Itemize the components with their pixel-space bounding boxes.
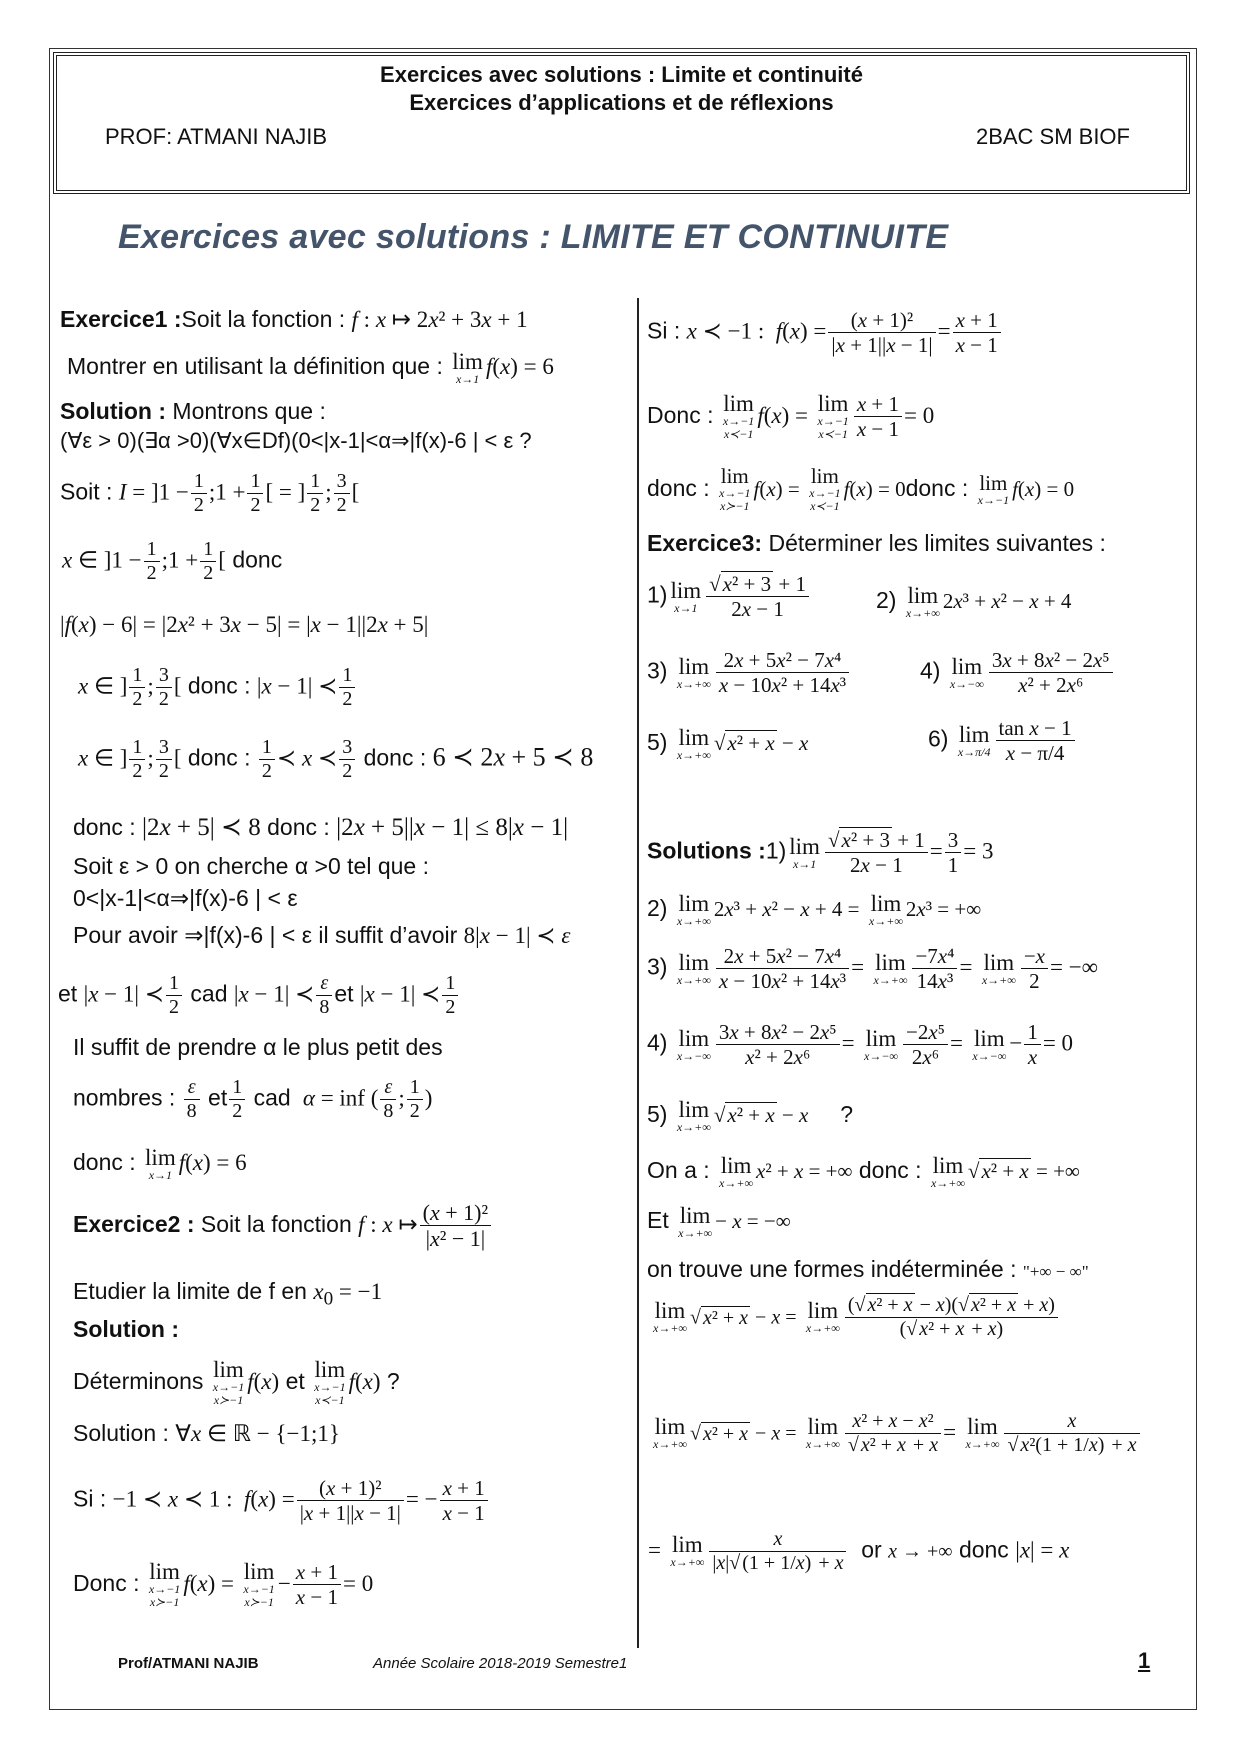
solution-text: Solution :	[73, 1420, 169, 1446]
exercise1-conclusion: donc : lim x→1 f(x) = 6	[73, 1145, 247, 1182]
header-title: Exercices avec solutions : Limite et continuité	[380, 62, 863, 87]
solution3-1: Solutions :1) lim x→1 $\frac{\text{√x² + 3 + 1}}{2x - 1}$ = $\frac{3}{1}$ = 3	[647, 828, 994, 878]
x-in-half-interval: x ∈ ] $\frac{1}{2}$ ; $\frac{3}{2}$ [ donc : |x − 1| ≺ $\frac{1}{2}$	[78, 664, 357, 711]
et-label: et	[285, 1367, 305, 1394]
solution1-heading	[60, 398, 326, 425]
donc-label: donc :	[73, 1149, 136, 1176]
donc-label: Donc :	[647, 401, 714, 428]
pour-avoir-text: Pour avoir ⇒|f(x)-6 | < ε il suffit d’avoir	[73, 922, 458, 948]
item-number: 6)	[928, 725, 949, 752]
column-divider	[637, 298, 639, 1648]
solutions-label: Solutions :	[647, 837, 766, 864]
solution2-heading: Solution :	[73, 1316, 180, 1342]
exercise1-text: Soit la fonction :	[181, 306, 346, 332]
et-label: Et	[647, 1207, 669, 1234]
il-suffit: Il suffit de prendre α le plus petit des	[73, 1034, 443, 1060]
exercise1-show: Montrer en utilisant la définition que :	[67, 353, 443, 380]
item-number: 5)	[647, 1101, 668, 1128]
footer-year: Année Scolaire 2018-2019 Semestre1	[373, 1655, 628, 1672]
conjugate-step-1: lim x→+∞ √ x² + x − x = lim x→+∞ $\frac{\text{(√ x² + x − x)(√ x² + x + x)}}{\text{(√ x² + x + x)}}$	[650, 1294, 1060, 1341]
exercise1-label: Exercice1 :	[60, 306, 182, 332]
donc-label: donc :	[267, 814, 330, 840]
ex3-item-3: 3) lim x→+∞ $\frac{\text{2x + 5x² − 7x⁴}}{\text{x − 10x² + 14x³}}$	[647, 648, 851, 697]
footer-author: Prof/ATMANI NAJIB	[118, 1655, 259, 1672]
et-label: et	[334, 980, 354, 1007]
ex3-item-6: 6) lim x→π/4 $\frac{\text{tan x − 1}}{x - \pi/4}$	[928, 716, 1077, 765]
exercise3-heading	[647, 530, 1106, 557]
x-in-interval: x ∈ ]1 − $\frac{1}{2}$ ;1 + $\frac{1}{2}$ [ donc	[62, 538, 283, 584]
alpha-choice: nombres : $\frac{\varepsilon}{8}$ et $\frac{1}{2}$ cad α = inf ( $\frac{\varepsilon}{8}$ ; $\frac{1}{2}$ )	[73, 1076, 433, 1122]
solution3-5: 5) lim x→+∞ √x² + x − x ?	[647, 1097, 854, 1134]
donc-label: donc :	[363, 744, 427, 771]
limit-right-result: Donc : lim x→−1 x≻−1 f(x) = lim x→−1 x≻−1 − $\frac{x + 1}{x - 1}$ = 0	[73, 1559, 374, 1610]
conjugate-step-2: lim x→+∞ √ x² + x − x = lim x→+∞ $\frac{\text{x² + x − x²}}{\text{√ x² + x + x}}$ = lim x→+∞ $\frac{x}{\text{√ x²(1 + 1/x) + x}}$	[650, 1410, 1142, 1457]
nombres-label: nombres :	[73, 1084, 176, 1111]
donc-label: donc :	[858, 1157, 922, 1184]
item-number: 4)	[647, 1029, 668, 1056]
bound-line: donc : |2x + 5| ≺ 8 donc : |2x + 5||x − 1| ≤ 8|x − 1|	[73, 814, 569, 841]
ex3-item-4: 4) lim x→−∞ $\frac{\text{3x + 8x² − 2x⁵}}{\text{x² + 2x⁶}}$	[920, 648, 1115, 697]
page-number: 1	[1138, 1648, 1151, 1673]
exercise2-label: Exercice2 :	[73, 1210, 195, 1237]
determinons-line: Déterminons lim x→−1 x≻−1 f(x) et lim x→−1 x≺−1 f(x) ?	[73, 1357, 400, 1408]
ex3-item-2: 2) lim x→+∞ 2x³ + x² − x + 4	[876, 583, 1072, 620]
or-label: or	[861, 1536, 882, 1563]
exercise2-text: Soit la fonction	[194, 1210, 352, 1237]
implication: 0<|x-1|<α⇒|f(x)-6 | < ε	[73, 885, 298, 911]
bounds-2x5: x ∈ ] $\frac{1}{2}$ ; $\frac{3}{2}$ [ donc : $\frac{1}{2}$ ≺ x ≺ $\frac{3}{2}$ donc : 6 ≺ 2x + 5 ≺ 8	[78, 736, 594, 782]
item-number: 3)	[647, 953, 668, 980]
case-interior: Si : −1 ≺ x ≺ 1 : f(x) = $\frac{\text{(x + 1)²}}{|x + 1||x - 1|}$ = − $\frac{x + 1}{x - 1}$	[73, 1476, 490, 1525]
exercise1-task: Montrer en utilisant la définition que : lim x→1 f(x) = 6	[67, 349, 554, 386]
et-line: Et lim x→+∞ − x = −∞	[647, 1203, 791, 1240]
case-left: Si : x ≺ −1 : f(x) = $\frac{\text{(x + 1)²}}{|x + 1||x - 1|}$ = $\frac{x + 1}{x - 1}$	[647, 308, 1003, 357]
document-title: Exercices avec solutions : LIMITE ET CONTINUITE	[118, 218, 949, 256]
limit-expr: lim x→1	[452, 349, 483, 386]
donc-label: donc :	[647, 474, 710, 501]
determinons-text: Déterminons	[73, 1367, 204, 1394]
si-label: Si :	[647, 317, 681, 344]
on-a-label: On a :	[647, 1157, 710, 1184]
epsilon-conditions: et |x − 1| ≺ $\frac{1}{2}$ cad |x − 1| ≺ $\frac{\varepsilon}{8}$ et |x − 1| ≺ $\frac{1}{2}$	[58, 972, 460, 1019]
indeterminate-form: "+∞ − ∞"	[1022, 1262, 1089, 1281]
si-label: Si :	[73, 1485, 107, 1512]
ex3-item-1: 1) lim x→1 $\frac{\text{√x² + 3 + 1}}{2x - 1}$	[647, 572, 811, 621]
solution1-label: Solution :	[60, 398, 167, 424]
item-number: 2)	[647, 895, 668, 922]
donc-label: donc :	[73, 814, 136, 840]
solution3-2: 2) lim x→+∞ 2x³ + x² − x + 4 = lim x→+∞ 2x³ = +∞	[647, 891, 982, 928]
exercise3-label: Exercice3:	[647, 530, 763, 556]
indeterminate-text: on trouve une formes indéterminée :	[647, 1256, 1017, 1282]
header-prof: PROF: ATMANI NAJIB	[105, 124, 328, 149]
exercise1-heading	[60, 306, 528, 333]
header-level: 2BAC SM BIOF	[975, 124, 1130, 149]
item-number: 4)	[920, 657, 941, 684]
exercise2-heading: Exercice2 : Soit la fonction f : x ↦ $\frac{\text{(x + 1)²}}{\text{|x² − 1|}}$	[73, 1200, 493, 1252]
et-label: et	[58, 980, 78, 1007]
item-number: 1)	[765, 837, 787, 864]
donc-label: donc	[958, 1536, 1009, 1563]
donc-label: donc :	[905, 474, 969, 501]
donc-label: donc :	[187, 744, 251, 771]
header-box	[53, 52, 1190, 194]
item-number: 5)	[647, 729, 668, 756]
exercise3-text: Déterminer les limites suivantes :	[762, 530, 1106, 556]
etudier-text: Etudier la limite de f en	[73, 1278, 307, 1304]
solution1-quantifier: (∀ε > 0)(∃α >0)(∀x∈Df)(0<|x-1|<α⇒|f(x)-6 | < ε ?	[60, 428, 532, 453]
item-number: 3)	[647, 657, 668, 684]
on-a-line: On a : lim x→+∞ x² + x = +∞ donc : lim x→+∞ √x² + x = +∞	[647, 1153, 1080, 1190]
soit-label: Soit :	[60, 478, 113, 505]
solution3-4: 4) lim x→−∞ $\frac{\text{3x + 8x² − 2x⁵}}{\text{x² + 2x⁶}}$ = lim x→−∞ $\frac{\text{−2x⁵}}{\text{2x⁶}}$ = lim x→−∞ − $\frac{1}{x}$ = 0	[647, 1020, 1074, 1070]
limit-left-result: Donc : lim x→−1 x≺−1 f(x) = lim x→−1 x≺−1 $\frac{x + 1}{x - 1}$ = 0	[647, 391, 935, 442]
header-subtitle: Exercices d’applications et de réflexions	[409, 90, 834, 115]
soit-epsilon: Soit ε > 0 on cherche α >0 tel que :	[73, 853, 429, 879]
item-number: 2)	[876, 587, 897, 614]
solution1-text: Montrons que :	[166, 398, 326, 424]
et-label: et	[208, 1084, 228, 1111]
item-number: 1)	[647, 581, 668, 608]
solution3-3: 3) lim x→+∞ $\frac{\text{2x + 5x² − 7x⁴}}{\text{x − 10x² + 14x³}}$ = lim x→+∞ $\frac{\text{−7x⁴}}{\text{14x³}}$ = lim x→+∞ $\frac{-x}{2}$ = −∞	[647, 944, 1099, 994]
donc-label: Donc :	[73, 1569, 140, 1596]
interval-I: Soit : I = ]1 − $\frac{1}{2}$ ;1 + $\frac{1}{2}$ [ = ] $\frac{1}{2}$ ; $\frac{3}{2}$ [	[60, 470, 360, 516]
abs-expression: |f(x) − 6| = |2x² + 3x − 5| = |x − 1||2x + 5|	[60, 612, 429, 637]
conjugate-step-3: = lim x→+∞ $\frac{x}{|x|√ (1 + 1/x) + x}$ or x → +∞ donc |x| = x	[648, 1528, 1070, 1574]
ex3-item-5: 5) lim x→+∞ √x² + x − x	[647, 725, 809, 762]
cad-label: cad	[253, 1084, 291, 1111]
donc-label: donc :	[187, 672, 251, 699]
indeterminate-line	[647, 1256, 1089, 1283]
domain-line: Solution : ∀x ∈ ℝ − {−1;1}	[73, 1420, 340, 1446]
donc-label: donc	[232, 546, 283, 573]
function-def: f : x ↦ 2x² + 3x + 1	[351, 307, 528, 332]
cad-label: cad	[190, 980, 228, 1007]
pour-avoir: Pour avoir ⇒|f(x)-6 | < ε il suffit d’avoir 8|x − 1| ≺ ε	[73, 922, 571, 948]
limit-conclusion: donc : lim x→−1 x≻−1 f(x) = lim x→−1 x≺−1 f(x) = 0donc : lim x→−1 f(x) = 0	[647, 464, 1075, 514]
etudier-line: Etudier la limite de f en $x_0 = -1$	[73, 1278, 383, 1310]
question-mark: ?	[840, 1101, 854, 1128]
